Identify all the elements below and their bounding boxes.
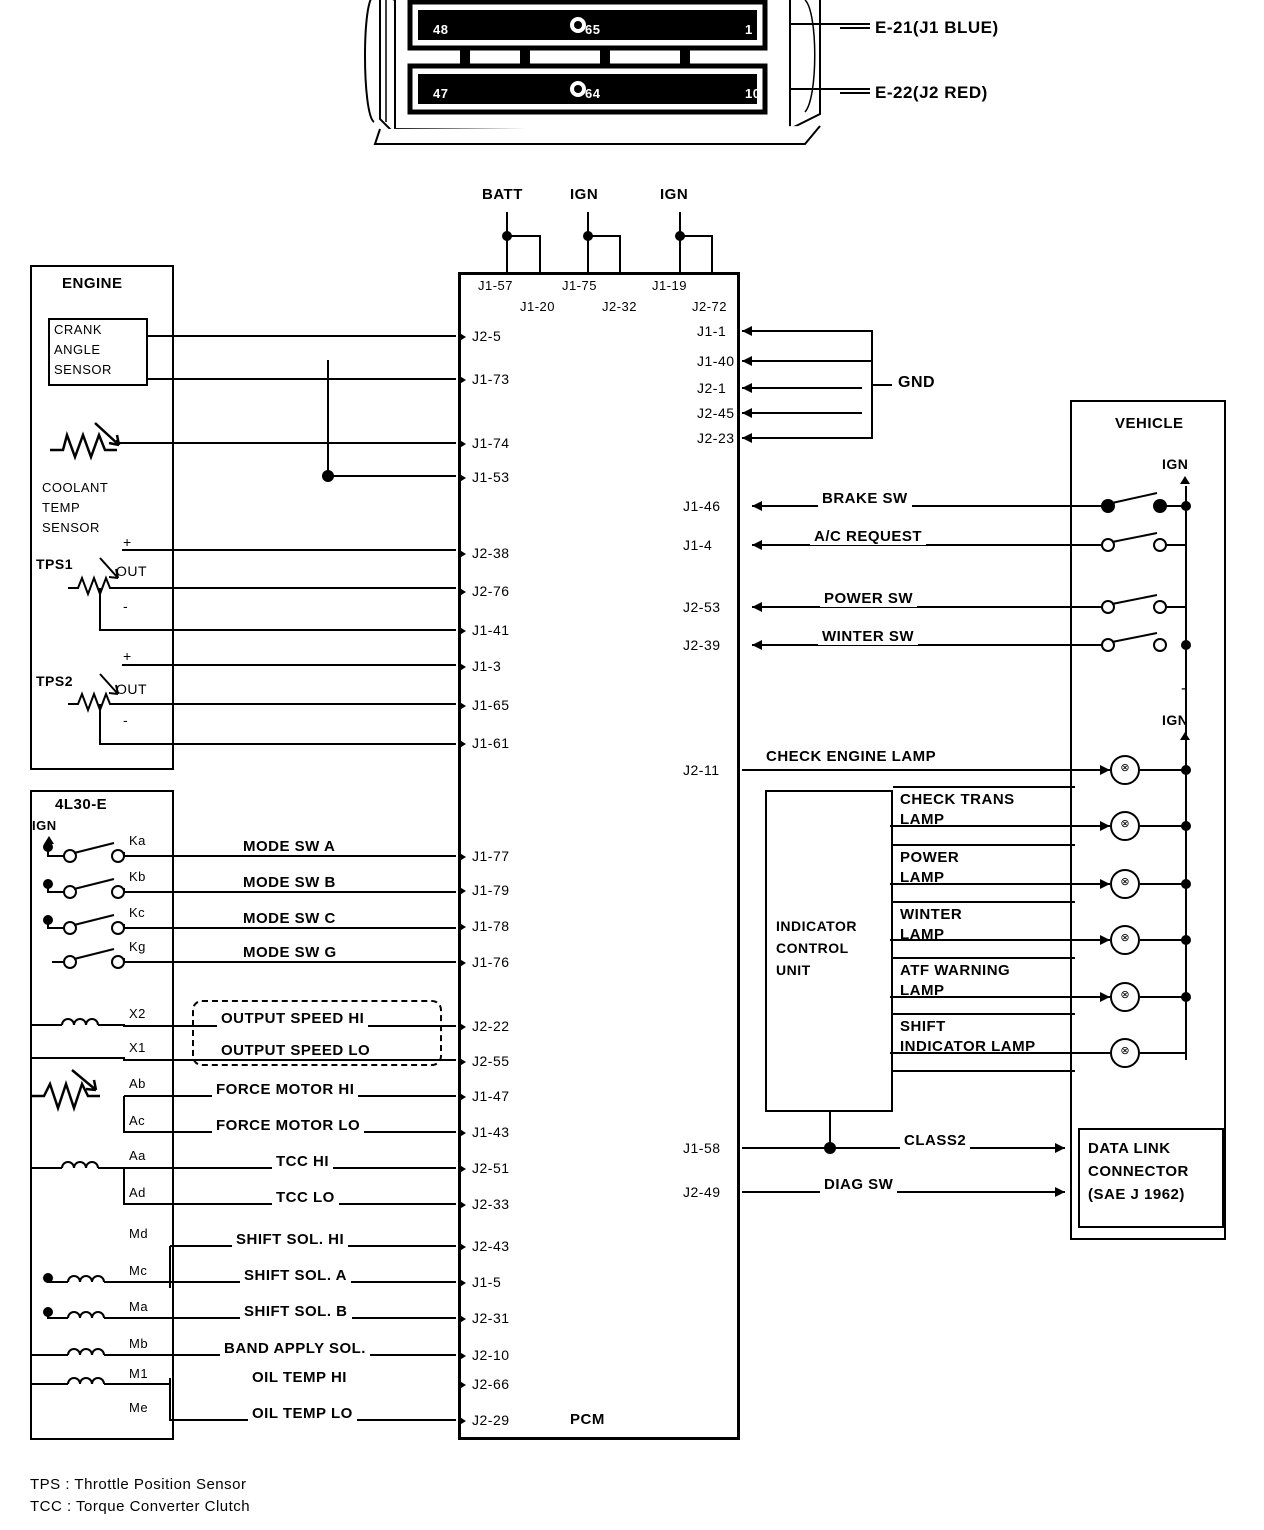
power-label-ign1: IGN xyxy=(570,186,599,203)
trans-term-mb: Mb xyxy=(129,1336,149,1351)
signal-atf-warning-lamp-2: LAMP xyxy=(900,982,945,999)
signal-tcc-lo: TCC LO xyxy=(272,1189,339,1206)
signal-oil-temp-lo: OIL TEMP LO xyxy=(248,1405,357,1422)
trans-term-md: Md xyxy=(129,1226,149,1241)
vehicle-title: VEHICLE xyxy=(1115,415,1184,432)
signal-check-trans-lamp-2: LAMP xyxy=(900,811,945,828)
pcm-pin-j2-5: J2-5 xyxy=(472,328,502,344)
lamp-glyph: ⊗ xyxy=(1120,818,1130,830)
lamp-glyph: ⊗ xyxy=(1120,762,1130,774)
tps2-out: OUT xyxy=(116,681,148,697)
dlc-line3: (SAE J 1962) xyxy=(1088,1186,1185,1203)
lamp-divider-4 xyxy=(893,957,1075,959)
connector-pin-1: 1 xyxy=(745,22,753,37)
callout-e21: E-21(J1 BLUE) xyxy=(875,18,999,37)
trans-term-kb: Kb xyxy=(129,869,146,884)
pcm-pin-j1-5: J1-5 xyxy=(472,1274,502,1290)
pcm-pin-j1-40: J1-40 xyxy=(697,353,735,369)
pin-j1-20: J1-20 xyxy=(520,299,556,314)
pcm-pin-j1-76: J1-76 xyxy=(472,954,510,970)
power-label-ign2: IGN xyxy=(660,186,689,203)
pcm-pin-j1-61: J1-61 xyxy=(472,735,510,751)
pcm-pin-j2-10: J2-10 xyxy=(472,1347,510,1363)
signal-diag-sw: DIAG SW xyxy=(820,1176,897,1193)
trans-term-ab: Ab xyxy=(129,1076,146,1091)
signal-power-lamp-2: LAMP xyxy=(900,869,945,886)
pcm-pin-j2-53: J2-53 xyxy=(683,599,721,615)
signal-shift-sol-hi: SHIFT SOL. HI xyxy=(232,1231,348,1248)
pin-j1-19: J1-19 xyxy=(652,278,688,293)
pcm-pin-j2-23: J2-23 xyxy=(697,430,735,446)
pcm-pin-j1-73: J1-73 xyxy=(472,371,510,387)
trans-term-kc: Kc xyxy=(129,905,146,920)
pcm-label: PCM xyxy=(570,1411,605,1428)
pcm-pin-j1-4: J1-4 xyxy=(683,537,713,553)
signal-mode-sw-a: MODE SW A xyxy=(243,838,336,855)
signal-shift-sol-a: SHIFT SOL. A xyxy=(240,1267,351,1284)
connector-pin-64: 64 xyxy=(585,86,601,101)
pcm-pin-j2-29: J2-29 xyxy=(472,1412,510,1428)
legend-tcc: TCC : Torque Converter Clutch xyxy=(30,1498,251,1515)
connector-pin-65: 65 xyxy=(585,22,601,37)
signal-output-speed-hi: OUTPUT SPEED HI xyxy=(217,1010,368,1027)
legend-tps: TPS : Throttle Position Sensor xyxy=(30,1476,247,1493)
pcm-pin-j2-45: J2-45 xyxy=(697,405,735,421)
dlc-line2: CONNECTOR xyxy=(1088,1163,1189,1180)
power-label-batt: BATT xyxy=(482,186,523,203)
pin-j2-72: J2-72 xyxy=(692,299,728,314)
vehicle-minus: - xyxy=(1181,680,1187,697)
trans-term-x1: X1 xyxy=(129,1040,146,1055)
pcm-pin-j1-43: J1-43 xyxy=(472,1124,510,1140)
indicator-unit-line1: INDICATOR xyxy=(776,918,857,934)
pcm-pin-j1-58: J1-58 xyxy=(683,1140,721,1156)
coolant-sensor-line3: SENSOR xyxy=(42,520,100,535)
indicator-unit-line3: UNIT xyxy=(776,962,811,978)
lamp-glyph: ⊗ xyxy=(1120,932,1130,944)
pcm-pin-j2-66: J2-66 xyxy=(472,1376,510,1392)
pcm-pin-j2-31: J2-31 xyxy=(472,1310,510,1326)
signal-winter-sw: WINTER SW xyxy=(818,628,918,645)
signal-shift-sol-b: SHIFT SOL. B xyxy=(240,1303,352,1320)
signal-force-motor-lo: FORCE MOTOR LO xyxy=(212,1117,364,1134)
pcm-pin-j1-3: J1-3 xyxy=(472,658,502,674)
vehicle-ign-mid: IGN xyxy=(1162,712,1189,728)
connector-pin-10: 10 xyxy=(745,86,761,101)
pcm-pin-j2-49: J2-49 xyxy=(683,1184,721,1200)
crank-sensor-line2: ANGLE xyxy=(54,342,101,357)
pcm-pin-j2-33: J2-33 xyxy=(472,1196,510,1212)
vehicle-ign-top: IGN xyxy=(1162,456,1189,472)
signal-check-engine-lamp: CHECK ENGINE LAMP xyxy=(762,748,940,765)
trans-term-m1: M1 xyxy=(129,1366,149,1381)
signal-power-lamp-1: POWER xyxy=(900,849,960,866)
signal-force-motor-hi: FORCE MOTOR HI xyxy=(212,1081,358,1098)
pin-j2-32: J2-32 xyxy=(602,299,638,314)
signal-mode-sw-b: MODE SW B xyxy=(243,874,336,891)
connector-pin-47: 47 xyxy=(433,86,449,101)
indicator-unit-line2: CONTROL xyxy=(776,940,849,956)
tps2-minus: - xyxy=(123,712,129,728)
signal-mode-sw-g: MODE SW G xyxy=(243,944,337,961)
pcm-pin-j1-65: J1-65 xyxy=(472,697,510,713)
transmission-ign-label: IGN xyxy=(32,818,57,833)
lamp-glyph: ⊗ xyxy=(1120,1045,1130,1057)
crank-sensor-line3: SENSOR xyxy=(54,362,112,377)
coolant-sensor-line1: COOLANT xyxy=(42,480,109,495)
signal-power-sw: POWER SW xyxy=(820,590,917,607)
lamp-divider-2 xyxy=(893,844,1075,846)
pcm-pin-j2-51: J2-51 xyxy=(472,1160,510,1176)
pcm-pin-j2-22: J2-22 xyxy=(472,1018,510,1034)
coolant-sensor-line2: TEMP xyxy=(42,500,81,515)
pcm-pin-j1-79: J1-79 xyxy=(472,882,510,898)
trans-term-ac: Ac xyxy=(129,1113,146,1128)
pcm-pin-j2-76: J2-76 xyxy=(472,583,510,599)
signal-shift-indicator-lamp-2: INDICATOR LAMP xyxy=(900,1038,1036,1055)
trans-term-ad: Ad xyxy=(129,1185,146,1200)
trans-term-mc: Mc xyxy=(129,1263,148,1278)
tps1-label: TPS1 xyxy=(36,556,74,572)
lamp-glyph: ⊗ xyxy=(1120,876,1130,888)
lamp-divider-6 xyxy=(893,1070,1075,1072)
trans-term-x2: X2 xyxy=(129,1006,146,1021)
tps2-label: TPS2 xyxy=(36,673,74,689)
lamp-divider-1 xyxy=(893,786,1075,788)
tps1-plus: + xyxy=(123,534,132,550)
tps1-out: OUT xyxy=(116,563,148,579)
lamp-glyph: ⊗ xyxy=(1120,989,1130,1001)
pcm-pin-j2-38: J2-38 xyxy=(472,545,510,561)
pcm-pin-j1-78: J1-78 xyxy=(472,918,510,934)
pcm-pin-j1-46: J1-46 xyxy=(683,498,721,514)
pcm-pin-j1-74: J1-74 xyxy=(472,435,510,451)
trans-term-ma: Ma xyxy=(129,1299,149,1314)
pcm-pin-j2-1: J2-1 xyxy=(697,380,727,396)
signal-shift-indicator-lamp-1: SHIFT xyxy=(900,1018,946,1035)
crank-sensor-line1: CRANK xyxy=(54,322,103,337)
lamp-divider-3 xyxy=(893,901,1075,903)
tps1-minus: - xyxy=(123,598,129,614)
pin-j1-75: J1-75 xyxy=(562,278,598,293)
signal-ac-request: A/C REQUEST xyxy=(810,528,926,545)
signal-check-trans-lamp-1: CHECK TRANS xyxy=(900,791,1015,808)
engine-title: ENGINE xyxy=(62,275,123,292)
pcm-pin-j2-39: J2-39 xyxy=(683,637,721,653)
signal-mode-sw-c: MODE SW C xyxy=(243,910,336,927)
pcm-pin-j1-1: J1-1 xyxy=(697,323,727,339)
callout-e22: E-22(J2 RED) xyxy=(875,83,988,102)
signal-atf-warning-lamp-1: ATF WARNING xyxy=(900,962,1011,979)
pcm-pin-j2-55: J2-55 xyxy=(472,1053,510,1069)
signal-output-speed-lo: OUTPUT SPEED LO xyxy=(217,1042,374,1059)
signal-brake-sw: BRAKE SW xyxy=(818,490,912,507)
transmission-title: 4L30-E xyxy=(55,796,108,813)
pcm-pin-j1-41: J1-41 xyxy=(472,622,510,638)
lamp-divider-5 xyxy=(893,1013,1075,1015)
trans-term-me: Me xyxy=(129,1400,149,1415)
trans-term-kg: Kg xyxy=(129,939,146,954)
pin-j1-57: J1-57 xyxy=(478,278,514,293)
signal-band-apply-sol: BAND APPLY SOL. xyxy=(220,1340,370,1357)
signal-class2: CLASS2 xyxy=(900,1132,970,1149)
gnd-label: GND xyxy=(898,374,936,391)
signal-tcc-hi: TCC HI xyxy=(272,1153,333,1170)
pcm-pin-j1-47: J1-47 xyxy=(472,1088,510,1104)
signal-oil-temp-hi: OIL TEMP HI xyxy=(248,1369,351,1386)
signal-winter-lamp-1: WINTER xyxy=(900,906,963,923)
trans-term-aa: Aa xyxy=(129,1148,146,1163)
pcm-pin-j2-11: J2-11 xyxy=(683,762,720,778)
pcm-pin-j2-43: J2-43 xyxy=(472,1238,510,1254)
pcm-pin-j1-77: J1-77 xyxy=(472,848,510,864)
dlc-line1: DATA LINK xyxy=(1088,1140,1171,1157)
tps2-plus: + xyxy=(123,648,132,664)
trans-term-ka: Ka xyxy=(129,833,146,848)
signal-winter-lamp-2: LAMP xyxy=(900,926,945,943)
pcm-pin-j1-53: J1-53 xyxy=(472,469,510,485)
connector-pin-48: 48 xyxy=(433,22,449,37)
